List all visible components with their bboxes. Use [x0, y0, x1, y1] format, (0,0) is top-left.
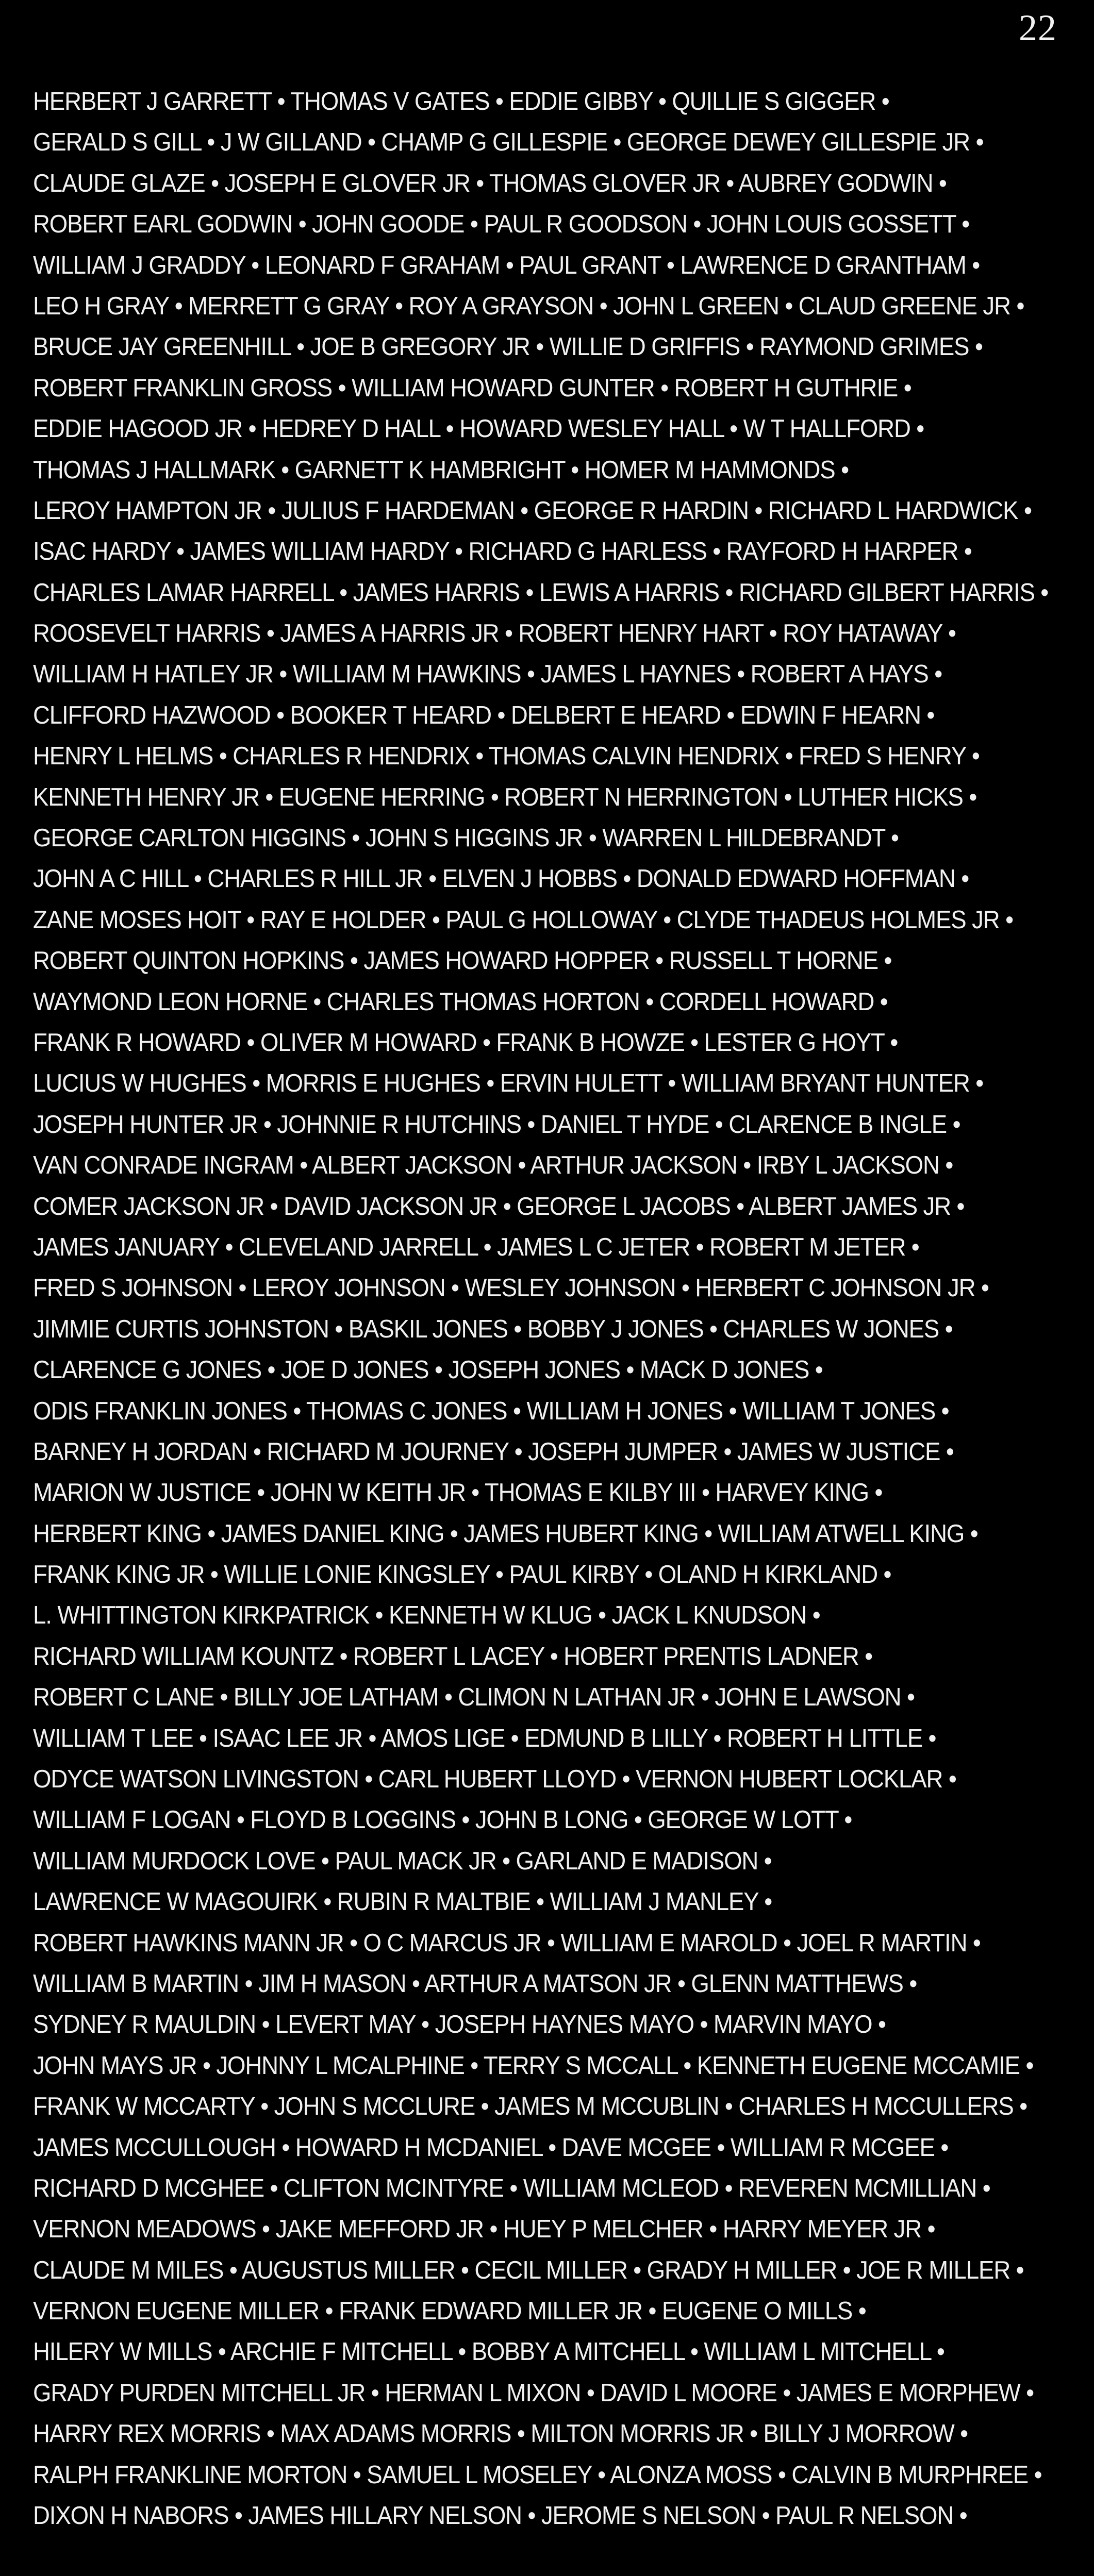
name-line: KENNETH HENRY JR • EUGENE HERRING • ROBERT N HERRINGTON • LUTHER HICKS • [33, 783, 977, 811]
name-line: VERNON MEADOWS • JAKE MEFFORD JR • HUEY P MELCHER • HARRY MEYER JR • [33, 2215, 935, 2244]
name-list [33, 81, 1074, 2536]
name-line: VAN CONRADE INGRAM • ALBERT JACKSON • ARTHUR JACKSON • IRBY L JACKSON • [33, 1151, 953, 1180]
name-line: MARION W JUSTICE • JOHN W KEITH JR • THOMAS E KILBY III • HARVEY KING • [33, 1479, 883, 1507]
name-line: LUCIUS W HUGHES • MORRIS E HUGHES • ERVIN HULETT • WILLIAM BRYANT HUNTER • [33, 1069, 984, 1098]
name-line: ZANE MOSES HOIT • RAY E HOLDER • PAUL G HOLLOWAY • CLYDE THADEUS HOLMES JR • [33, 906, 1013, 934]
name-line: HERBERT KING • JAMES DANIEL KING • JAMES HUBERT KING • WILLIAM ATWELL KING • [33, 1519, 978, 1548]
name-line: GEORGE CARLTON HIGGINS • JOHN S HIGGINS JR • WARREN L HILDEBRANDT • [33, 824, 899, 852]
name-line: JIMMIE CURTIS JOHNSTON • BASKIL JONES • BOBBY J JONES • CHARLES W JONES • [33, 1315, 953, 1343]
name-line: BARNEY H JORDAN • RICHARD M JOURNEY • JOSEPH JUMPER • JAMES W JUSTICE • [33, 1437, 954, 1466]
name-line: GERALD S GILL • J W GILLAND • CHAMP G GILLESPIE • GEORGE DEWEY GILLESPIE JR • [33, 128, 984, 157]
name-line: WILLIAM B MARTIN • JIM H MASON • ARTHUR A MATSON JR • GLENN MATTHEWS • [33, 1969, 917, 1998]
name-line: RICHARD D MCGHEE • CLIFTON MCINTYRE • WILLIAM MCLEOD • REVEREN MCMILLIAN • [33, 2174, 990, 2202]
name-line: LEROY HAMPTON JR • JULIUS F HARDEMAN • GEORGE R HARDIN • RICHARD L HARDWICK • [33, 496, 1032, 525]
name-line: BRUCE JAY GREENHILL • JOE B GREGORY JR • WILLIE D GRIFFIS • RAYMOND GRIMES • [33, 333, 983, 361]
name-line: ROOSEVELT HARRIS • JAMES A HARRIS JR • ROBERT HENRY HART • ROY HATAWAY • [33, 620, 956, 648]
name-line: LAWRENCE W MAGOUIRK • RUBIN R MALTBIE • WILLIAM J MANLEY • [33, 1888, 772, 1916]
name-line: DIXON H NABORS • JAMES HILLARY NELSON • JEROME S NELSON • PAUL R NELSON • [33, 2502, 967, 2530]
name-line: JOSEPH HUNTER JR • JOHNNIE R HUTCHINS • DANIEL T HYDE • CLARENCE B INGLE • [33, 1110, 960, 1139]
name-line: CLIFFORD HAZWOOD • BOOKER T HEARD • DELBERT E HEARD • EDWIN F HEARN • [33, 701, 935, 729]
name-line: WILLIAM MURDOCK LOVE • PAUL MACK JR • GARLAND E MADISON • [33, 1847, 772, 1875]
name-line: CLAUDE M MILES • AUGUSTUS MILLER • CECIL MILLER • GRADY H MILLER • JOE R MILLER • [33, 2256, 1024, 2284]
name-line: HARRY REX MORRIS • MAX ADAMS MORRIS • MILTON MORRIS JR • BILLY J MORROW • [33, 2420, 968, 2448]
name-line: WILLIAM F LOGAN • FLOYD B LOGGINS • JOHN B LONG • GEORGE W LOTT • [33, 1806, 852, 1834]
name-line: ROBERT FRANKLIN GROSS • WILLIAM HOWARD GUNTER • ROBERT H GUTHRIE • [33, 374, 911, 402]
name-line: VERNON EUGENE MILLER • FRANK EDWARD MILLER JR • EUGENE O MILLS • [33, 2297, 866, 2326]
name-line: ROBERT HAWKINS MANN JR • O C MARCUS JR • WILLIAM E MAROLD • JOEL R MARTIN • [33, 1929, 981, 1957]
name-line: WAYMOND LEON HORNE • CHARLES THOMAS HORTON • CORDELL HOWARD • [33, 988, 888, 1016]
name-line: COMER JACKSON JR • DAVID JACKSON JR • GEORGE L JACOBS • ALBERT JAMES JR • [33, 1192, 965, 1220]
name-line: ODIS FRANKLIN JONES • THOMAS C JONES • WILLIAM H JONES • WILLIAM T JONES • [33, 1397, 949, 1425]
name-line: ISAC HARDY • JAMES WILLIAM HARDY • RICHARD G HARLESS • RAYFORD H HARPER • [33, 538, 972, 566]
name-line: JAMES MCCULLOUGH • HOWARD H MCDANIEL • DAVE MCGEE • WILLIAM R MCGEE • [33, 2133, 949, 2162]
name-line: HENRY L HELMS • CHARLES R HENDRIX • THOMAS CALVIN HENDRIX • FRED S HENRY • [33, 742, 980, 771]
name-line: HILERY W MILLS • ARCHIE F MITCHELL • BOBBY A MITCHELL • WILLIAM L MITCHELL • [33, 2338, 944, 2366]
name-line: CLARENCE G JONES • JOE D JONES • JOSEPH JONES • MACK D JONES • [33, 1356, 823, 1384]
name-line: JOHN MAYS JR • JOHNNY L MCALPHINE • TERRY S MCCALL • KENNETH EUGENE MCCAMIE • [33, 2051, 1034, 2080]
name-line: HERBERT J GARRETT • THOMAS V GATES • EDDIE GIBBY • QUILLIE S GIGGER • [33, 88, 889, 115]
name-line: FRANK KING JR • WILLIE LONIE KINGSLEY • PAUL KIRBY • OLAND H KIRKLAND • [33, 1561, 891, 1589]
panel-number: 22 [1019, 7, 1057, 48]
name-line: JOHN A C HILL • CHARLES R HILL JR • ELVEN J HOBBS • DONALD EDWARD HOFFMAN • [33, 865, 969, 893]
name-line: L. WHITTINGTON KIRKPATRICK • KENNETH W KLUG • JACK L KNUDSON • [33, 1601, 820, 1630]
name-line: CLAUDE GLAZE • JOSEPH E GLOVER JR • THOMAS GLOVER JR • AUBREY GODWIN • [33, 169, 947, 197]
name-line: ODYCE WATSON LIVINGSTON • CARL HUBERT LLOYD • VERNON HUBERT LOCKLAR • [33, 1765, 956, 1794]
name-line: FRANK W MCCARTY • JOHN S MCCLURE • JAMES M MCCUBLIN • CHARLES H MCCULLERS • [33, 2093, 1027, 2121]
name-line: LEO H GRAY • MERRETT G GRAY • ROY A GRAYSON • JOHN L GREEN • CLAUD GREENE JR • [33, 292, 1024, 320]
name-line: THOMAS J HALLMARK • GARNETT K HAMBRIGHT • HOMER M HAMMONDS • [33, 456, 849, 484]
name-line: RICHARD WILLIAM KOUNTZ • ROBERT L LACEY • HOBERT PRENTIS LADNER • [33, 1642, 873, 1670]
name-line: FRANK R HOWARD • OLIVER M HOWARD • FRANK B HOWZE • LESTER G HOYT • [33, 1028, 898, 1057]
name-line: CHARLES LAMAR HARRELL • JAMES HARRIS • LEWIS A HARRIS • RICHARD GILBERT HARRIS • [33, 578, 1049, 607]
name-line: FRED S JOHNSON • LEROY JOHNSON • WESLEY JOHNSON • HERBERT C JOHNSON JR • [33, 1274, 989, 1302]
name-line: RALPH FRANKLINE MORTON • SAMUEL L MOSELEY • ALONZA MOSS • CALVIN B MURPHREE • [33, 2461, 1042, 2489]
name-line: SYDNEY R MAULDIN • LEVERT MAY • JOSEPH HAYNES MAYO • MARVIN MAYO • [33, 2011, 886, 2039]
name-line: GRADY PURDEN MITCHELL JR • HERMAN L MIXON • DAVID L MOORE • JAMES E MORPHEW • [33, 2379, 1034, 2407]
name-line: WILLIAM J GRADDY • LEONARD F GRAHAM • PAUL GRANT • LAWRENCE D GRANTHAM • [33, 251, 980, 279]
name-line: ROBERT QUINTON HOPKINS • JAMES HOWARD HOPPER • RUSSELL T HORNE • [33, 947, 892, 975]
name-line: JAMES JANUARY • CLEVELAND JARRELL • JAMES L C JETER • ROBERT M JETER • [33, 1233, 919, 1261]
name-line: ROBERT EARL GODWIN • JOHN GOODE • PAUL R GOODSON • JOHN LOUIS GOSSETT • [33, 210, 970, 239]
name-line: ROBERT C LANE • BILLY JOE LATHAM • CLIMON N LATHAN JR • JOHN E LAWSON • [33, 1683, 915, 1712]
name-line: WILLIAM H HATLEY JR • WILLIAM M HAWKINS • JAMES L HAYNES • ROBERT A HAYS • [33, 660, 942, 689]
name-line: EDDIE HAGOOD JR • HEDREY D HALL • HOWARD WESLEY HALL • W T HALLFORD • [33, 415, 924, 443]
name-line: WILLIAM T LEE • ISAAC LEE JR • AMOS LIGE • EDMUND B LILLY • ROBERT H LITTLE • [33, 1724, 936, 1752]
